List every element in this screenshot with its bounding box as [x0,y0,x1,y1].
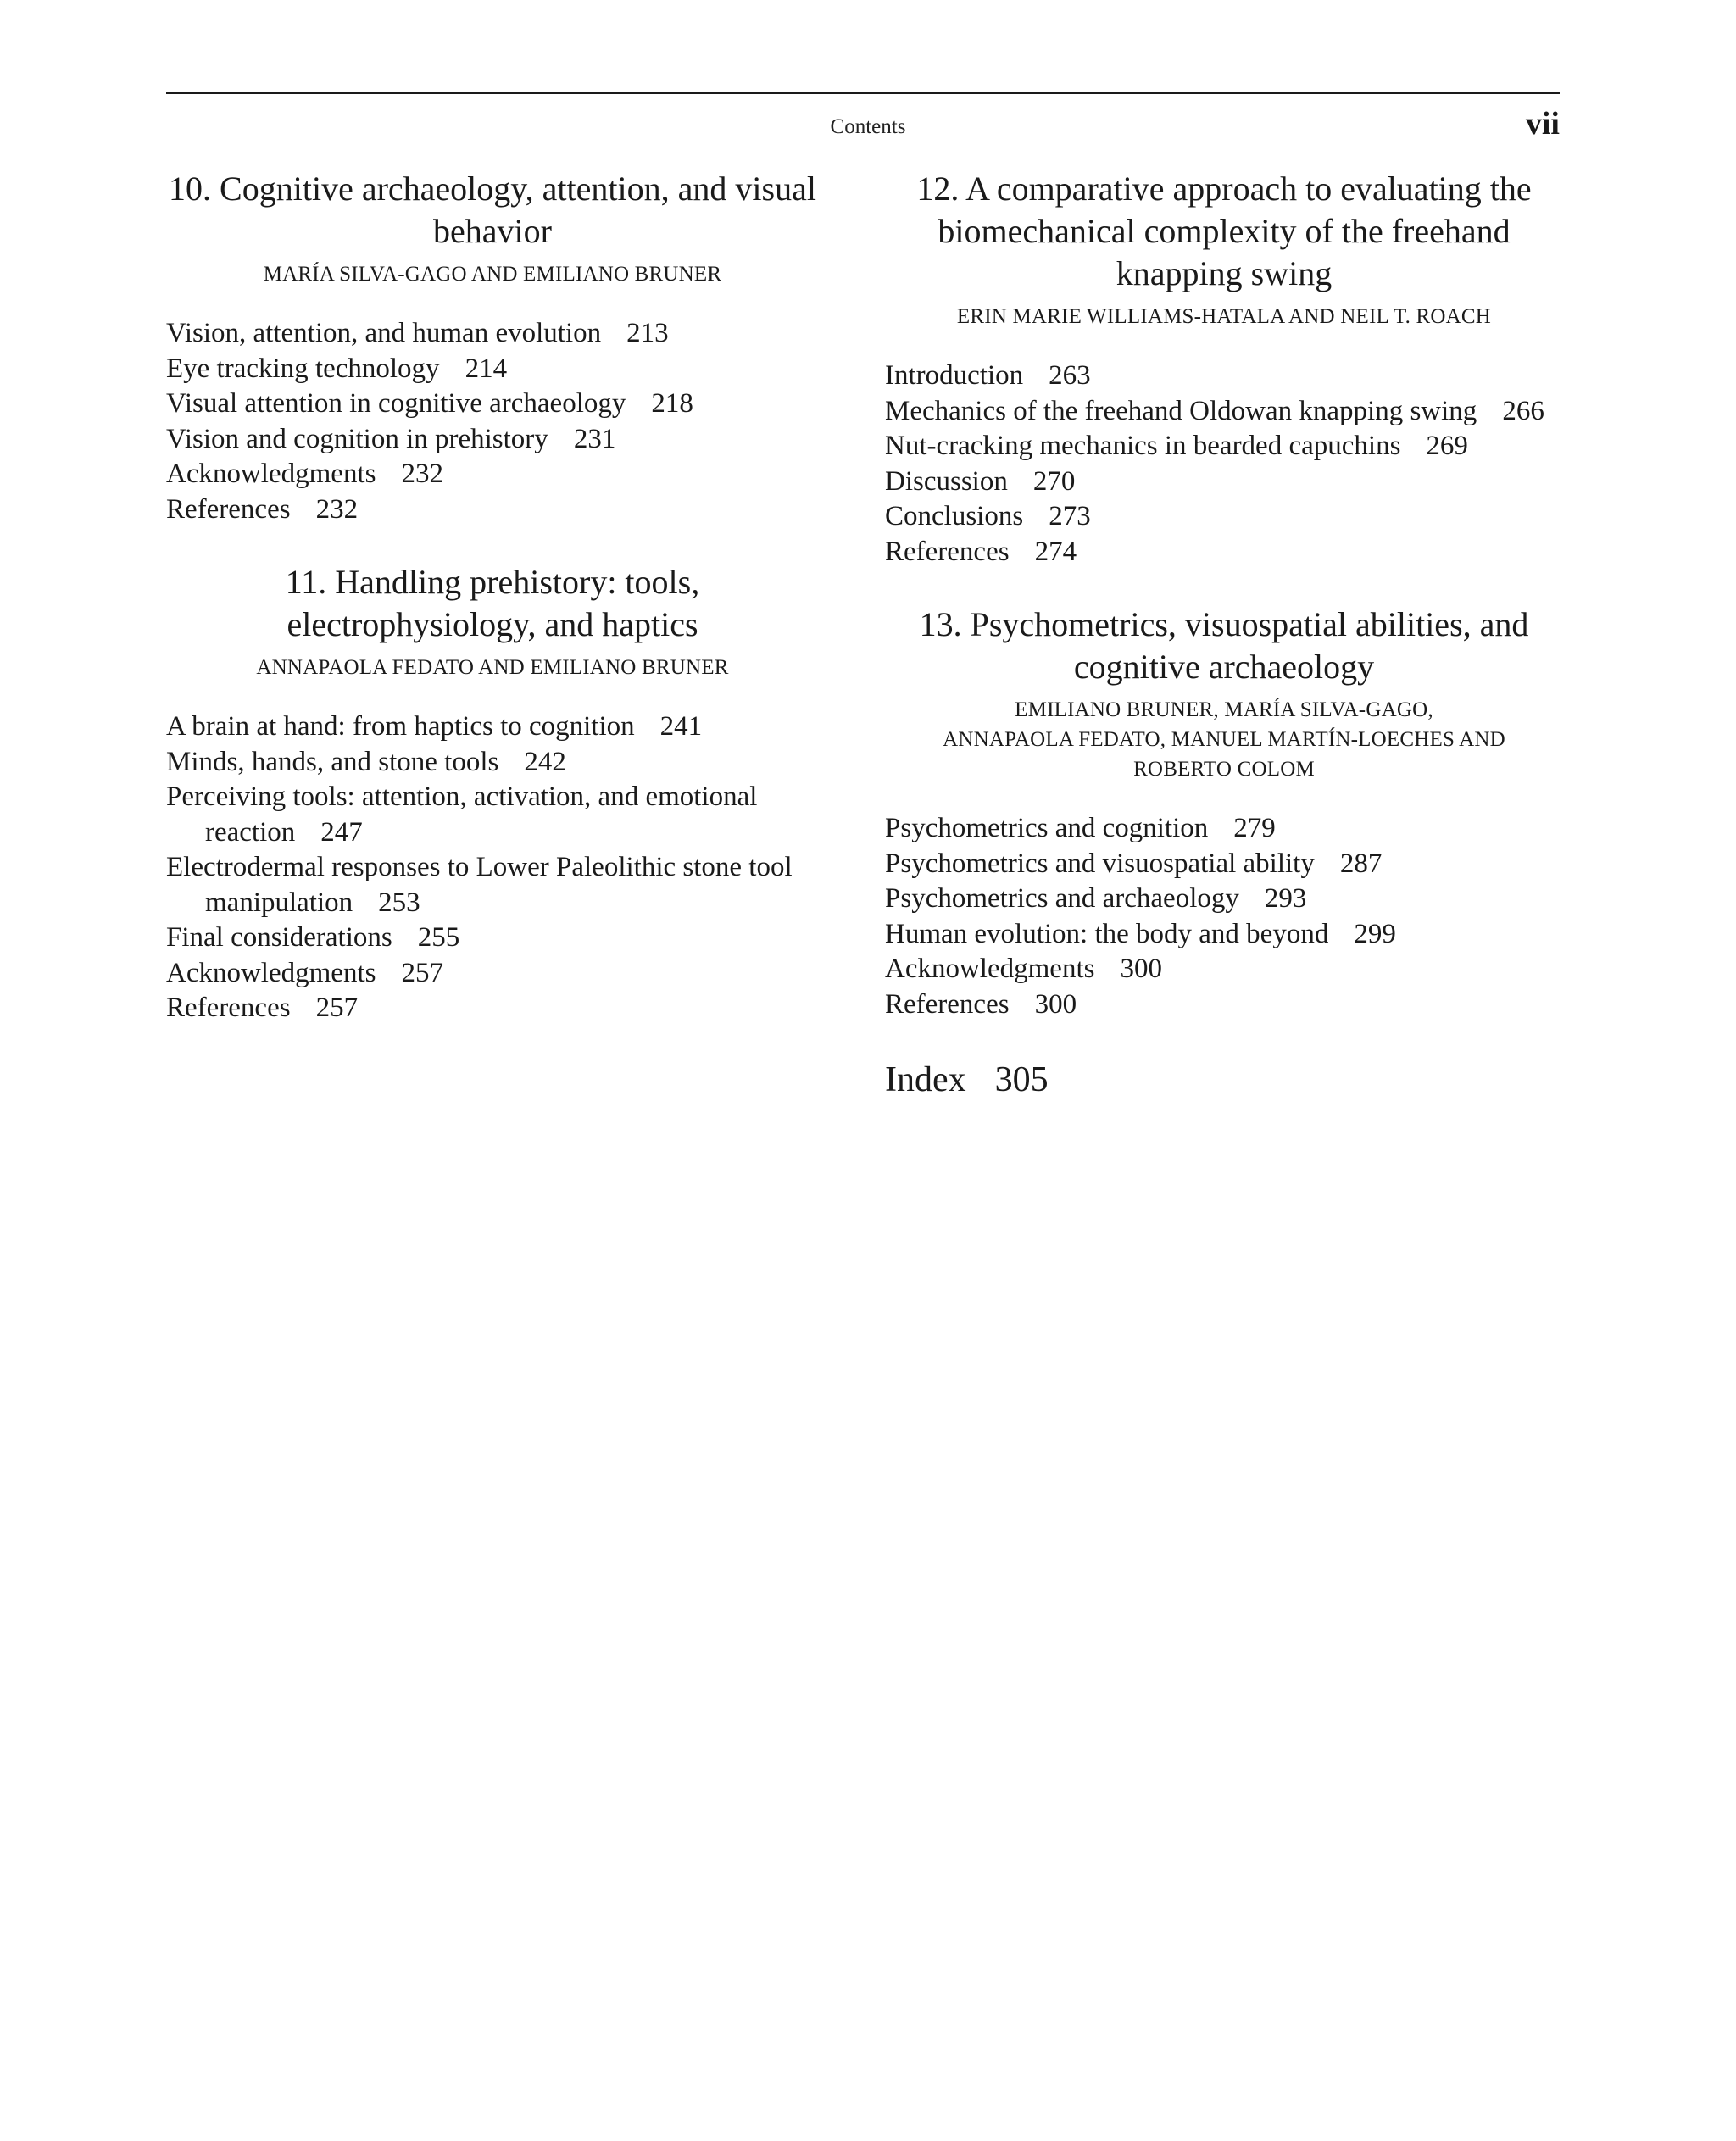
section-title: Perceiving tools: attention, activation, and emotional reaction [166,781,758,848]
section-entry[interactable] [166,745,819,781]
section-title: Acknowledgments [885,954,1095,984]
section-list [885,359,1563,570]
index-title: Index [885,1060,966,1099]
section-entry[interactable] [885,811,1563,847]
section-page: 300 [1034,988,1077,1020]
section-entry[interactable] [166,709,819,745]
section-page: 247 [320,816,363,848]
section-page: 263 [1049,360,1091,391]
section-list [885,811,1563,1022]
chapter-title[interactable]: 12. A comparative approach to evaluating the biomechanical complexity of the freehand knapping swing [916,170,1532,292]
section-entry[interactable] [166,956,819,992]
section-page: 218 [651,388,693,419]
section-title: References [885,536,1010,567]
section-entry[interactable] [885,499,1563,535]
chapter-authors [885,695,1563,784]
section-entry[interactable] [166,422,819,458]
section-entry[interactable] [885,917,1563,953]
section-title: Electrodermal responses to Lower Paleolithic stone tool manipulation [166,852,793,918]
section-entry[interactable] [166,316,819,352]
section-title: Nut-cracking mechanics in bearded capuchins [885,431,1401,461]
section-entry[interactable] [166,386,819,422]
index-entry[interactable] [885,1058,1563,1102]
page-number: vii [1525,106,1560,142]
section-title: Discussion [885,465,1008,497]
section-page: 299 [1354,918,1396,949]
section-title: Acknowledgments [166,459,376,489]
header-rule [166,92,1560,94]
section-title: Mechanics of the freehand Oldowan knapping swing [885,395,1477,426]
author-line: EMILIANO BRUNER, MARÍA SILVA-GAGO, [1015,698,1433,721]
section-entry[interactable] [885,881,1563,917]
author-line: MARÍA SILVA-GAGO AND EMILIANO BRUNER [263,263,722,286]
section-entry[interactable] [885,952,1563,987]
chapter-authors [885,302,1563,331]
chapter-title[interactable]: 11. Handling prehistory: tools, electrophysiology, and haptics [285,563,700,643]
section-page: 274 [1034,536,1077,567]
index-page: 305 [994,1060,1049,1099]
section-title: Visual attention in cognitive archaeology [166,388,626,419]
section-page: 255 [417,922,460,953]
section-page: 214 [465,353,508,384]
chapter-13 [885,603,1563,1022]
section-title: Vision and cognition in prehistory [166,423,548,454]
section-title: Conclusions [885,501,1024,531]
section-page: 231 [573,423,616,454]
section-title: Psychometrics and archaeology [885,883,1239,914]
section-page: 253 [378,887,420,918]
section-entry[interactable] [166,850,819,920]
chapter-title[interactable]: 13. Psychometrics, visuospatial abilities, and cognitive archaeology [919,605,1529,686]
section-page: 232 [315,493,359,525]
section-page: 287 [1339,848,1383,879]
section-page: 242 [524,746,566,777]
section-page: 257 [315,993,359,1023]
section-entry[interactable] [885,987,1563,1023]
section-page: 279 [1233,813,1276,843]
section-entry[interactable] [885,359,1563,394]
section-entry[interactable] [885,429,1563,464]
section-page: 241 [659,711,703,742]
running-head: Contents [830,115,906,138]
chapter-title[interactable]: 10. Cognitive archaeology, attention, and visual behavior [169,170,816,250]
section-list [166,709,819,1026]
chapter-10 [166,168,819,527]
section-title: References [166,993,291,1023]
author-line: ANNAPAOLA FEDATO, MANUEL MARTÍN-LOECHES AND [943,728,1505,751]
contents-left-column [166,168,819,1026]
section-entry[interactable] [885,535,1563,570]
section-list [166,316,819,527]
section-page: 213 [626,318,669,348]
section-title: Human evolution: the body and beyond [885,918,1329,949]
section-page: 257 [401,957,443,988]
chapter-12 [885,168,1563,570]
section-entry[interactable] [166,920,819,956]
section-entry[interactable] [166,352,819,387]
section-title: Psychometrics and cognition [885,813,1209,843]
section-page: 270 [1032,465,1076,497]
chapter-authors [166,259,819,289]
section-title: Eye tracking technology [166,353,440,384]
section-title: Acknowledgments [166,957,376,988]
section-title: Minds, hands, and stone tools [166,746,499,777]
section-entry[interactable] [885,847,1563,882]
section-title: Vision, attention, and human evolution [166,318,602,348]
section-page: 232 [401,459,443,489]
author-line: ERIN MARIE WILLIAMS-HATALA AND NEIL T. ROACH [956,305,1492,328]
section-page: 300 [1120,954,1162,984]
section-title: Psychometrics and visuospatial ability [885,848,1315,879]
section-entry[interactable] [885,394,1563,430]
section-entry[interactable] [166,780,819,850]
author-line: ANNAPAOLA FEDATO AND EMILIANO BRUNER [256,656,729,679]
section-title: A brain at hand: from haptics to cognition [166,711,635,742]
section-page: 293 [1264,883,1307,914]
section-page: 269 [1426,431,1468,461]
section-entry[interactable] [166,492,819,528]
chapter-authors [166,653,819,682]
chapter-11 [166,561,819,1026]
section-title: References [166,493,291,525]
section-entry[interactable] [166,457,819,492]
section-page: 266 [1502,395,1544,426]
section-title: Introduction [885,360,1024,391]
section-page: 273 [1049,501,1091,531]
author-line: ROBERTO COLOM [1133,758,1315,781]
section-title: Final considerations [166,922,392,953]
section-entry[interactable] [166,991,819,1026]
section-title: References [885,988,1010,1020]
section-entry[interactable] [885,464,1563,500]
contents-right-column [885,168,1563,1102]
